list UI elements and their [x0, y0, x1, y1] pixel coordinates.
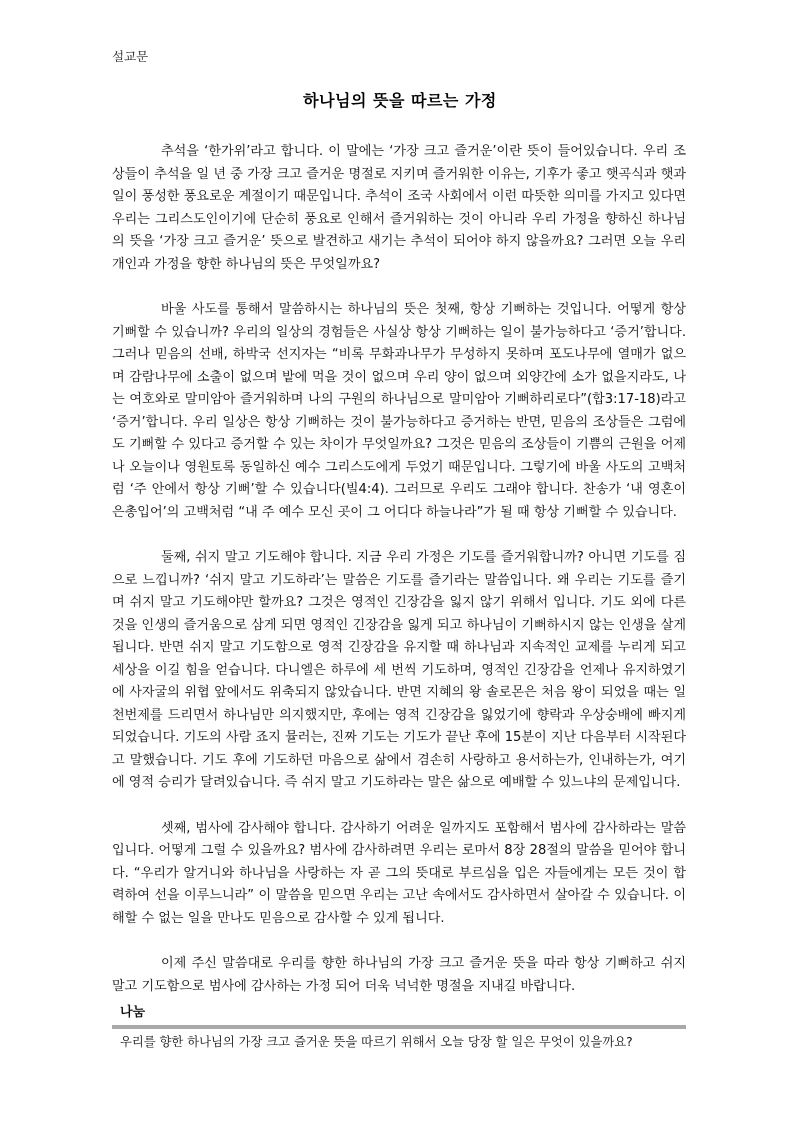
- sermon-body: [112, 141, 686, 1021]
- paragraph-third-point: 셋째, 범사에 감사해야 합니다. 감사하기 어려운 일까지도 포함해서 범사에 감사하라는 말씀입니다. 어떻게 그럴 수 있을까요? 범사에 감사하려면 우리는 로마서 8장 28절의 말씀을 믿어야 합니다. “우리가 알거니와 하나님을 사랑하는 자 곧 그의 뜻대로 부르심을 입은 자들에게는 모든 것이 합력하여 선을 이루느니라” 이 말씀을 믿으면 우리는 고난 속에서도 감사하면서 살아갈 수 있습니다. 이해할 수 없는 일을 만나도 믿음으로 감사할 수 있게 됩니다.: [112, 820, 686, 926]
- sermon-title: 하나님의 뜻을 따르는 가정: [303, 91, 497, 110]
- paragraph-conclusion: 이제 주신 말씀대로 우리를 향한 하나님의 가장 크고 즐거운 뜻을 따라 항상 기뻐하고 쉬지 말고 기도함으로 범사에 감사하는 가정 되어 더욱 넉넉한 명절을 지내길 바랍니다.: [112, 956, 686, 994]
- share-divider: [112, 1025, 686, 1029]
- share-section: [112, 1003, 686, 1050]
- share-heading: 나눔: [120, 1005, 146, 1020]
- paragraph-second-point: 둘째, 쉬지 말고 기도해야 합니다. 지금 우리 가정은 기도를 즐거워합니까? 아니면 기도를 짐으로 느낍니까? ‘쉬지 말고 기도하라’는 말씀은 기도를 즐기라는 말씀입니다. 왜 우리는 기도를 즐기며 쉬지 말고 기도해야만 할까요? 그것은 영적인 긴장감을 잃지 않기 위해서 입니다. 기도 외에 다른 것을 인생의 즐거움으로 삼게 되면 영적인 긴장감을 잃게 되고 하나님이 기뻐하시지 않는 인생을 살게 됩니다. 반면 쉬지 말고 기도함으로 영적 긴장감을 유지할 때 하나님과 지속적인 교제를 누리게 되고 세상을 이길 힘을 얻습니다. 다니엘은 하루에 세 번씩 기도하며, 영적인 긴장감을 언제나 유지하였기에 사자굴의 위협 앞에서도 위축되지 않았습니다. 반면 지혜의 왕 솔로몬은 처음 왕이 되었을 때는 일천번제를 드리면서 하나님만 의지했지만, 후에는 영적 긴장감을 잃었기에 향락과 우상숭배에 빠지게 되었습니다. 기도의 사람 죠지 뮬러는, 진짜 기도는 기도가 끝난 후에 15분이 지난 다음부터 시작된다고 말했습니다. 기도 후에 기도하던 마음으로 삶에서 겸손히 사랑하고 용서하는가, 인내하는가, 여기에 영적 승리가 달려있습니다. 즉 쉬지 말고 기도하라는 말은 삶으로 예배할 수 있느냐의 문제입니다.: [112, 550, 686, 790]
- paragraph-first-point: 바울 사도를 통해서 말씀하시는 하나님의 뜻은 첫째, 항상 기뻐하는 것입니다. 어떻게 항상 기뻐할 수 있습니까? 우리의 일상의 경험들은 사실상 항상 기뻐하는 일이 불가능하다고 ‘증거’합니다. 그러나 믿음의 선배, 하박국 선지자는 “비록 무화과나무가 무성하지 못하며 포도나무에 열매가 없으며 감람나무에 소출이 없으며 밭에 먹을 것이 없으며 우리 양이 없으며 외양간에 소가 없을지라도, 나는 여호와로 말미암아 즐거워하며 나의 구원의 하나님으로 말미암아 기뻐하리로다”(합3:17-18)라고 ‘증거’합니다. 우리 일상은 항상 기뻐하는 것이 불가능하다고 증거하는 반면, 믿음의 조상들은 그럼에도 기뻐할 수 있다고 증거할 수 있는 차이가 무엇일까요? 그것은 믿음의 조상들이 기쁨의 근원을 어제나 오늘이나 영원토록 동일하신 예수 그리스도에게 두었기 때문입니다. 그렇기에 바울 사도의 고백처럼 ‘주 안에서 항상 기뻐’할 수 있습니다(빌4:4). 그러므로 우리도 그래야 합니다. 찬송가 ‘내 영혼이 은총입어’의 고백처럼 “내 주 예수 모신 곳이 그 어디다 하늘나라”가 될 때 항상 기뻐할 수 있습니다.: [112, 302, 686, 520]
- document-category-label: 설교문: [112, 49, 149, 64]
- paragraph-intro: 추석을 ‘한가위’라고 합니다. 이 말에는 ‘가장 크고 즐거운’이란 뜻이 들어있습니다. 우리 조상들이 추석을 일 년 중 가장 크고 즐거운 명절로 지키며 즐거워한 이유는, 기후가 좋고 햇곡식과 햇과일이 풍성한 풍요로운 계절이기 때문입니다. 추석이 조국 사회에서 이런 따뜻한 의미를 가지고 있다면 우리는 그리스도인이기에 단순히 풍요로 인해서 즐거워하는 것이 아니라 우리 가정을 향하신 하나님의 뜻을 ‘가장 크고 즐거운’ 뜻으로 발견하고 새기는 추석이 되어야 하지 않을까요? 그러면 오늘 우리 개인과 가정을 향한 하나님의 뜻은 무엇일까요?: [112, 144, 686, 272]
- share-question: 우리를 향한 하나님의 가장 크고 즐거운 뜻을 따르기 위해서 오늘 당장 할 일은 무엇이 있을까요?: [120, 1035, 633, 1049]
